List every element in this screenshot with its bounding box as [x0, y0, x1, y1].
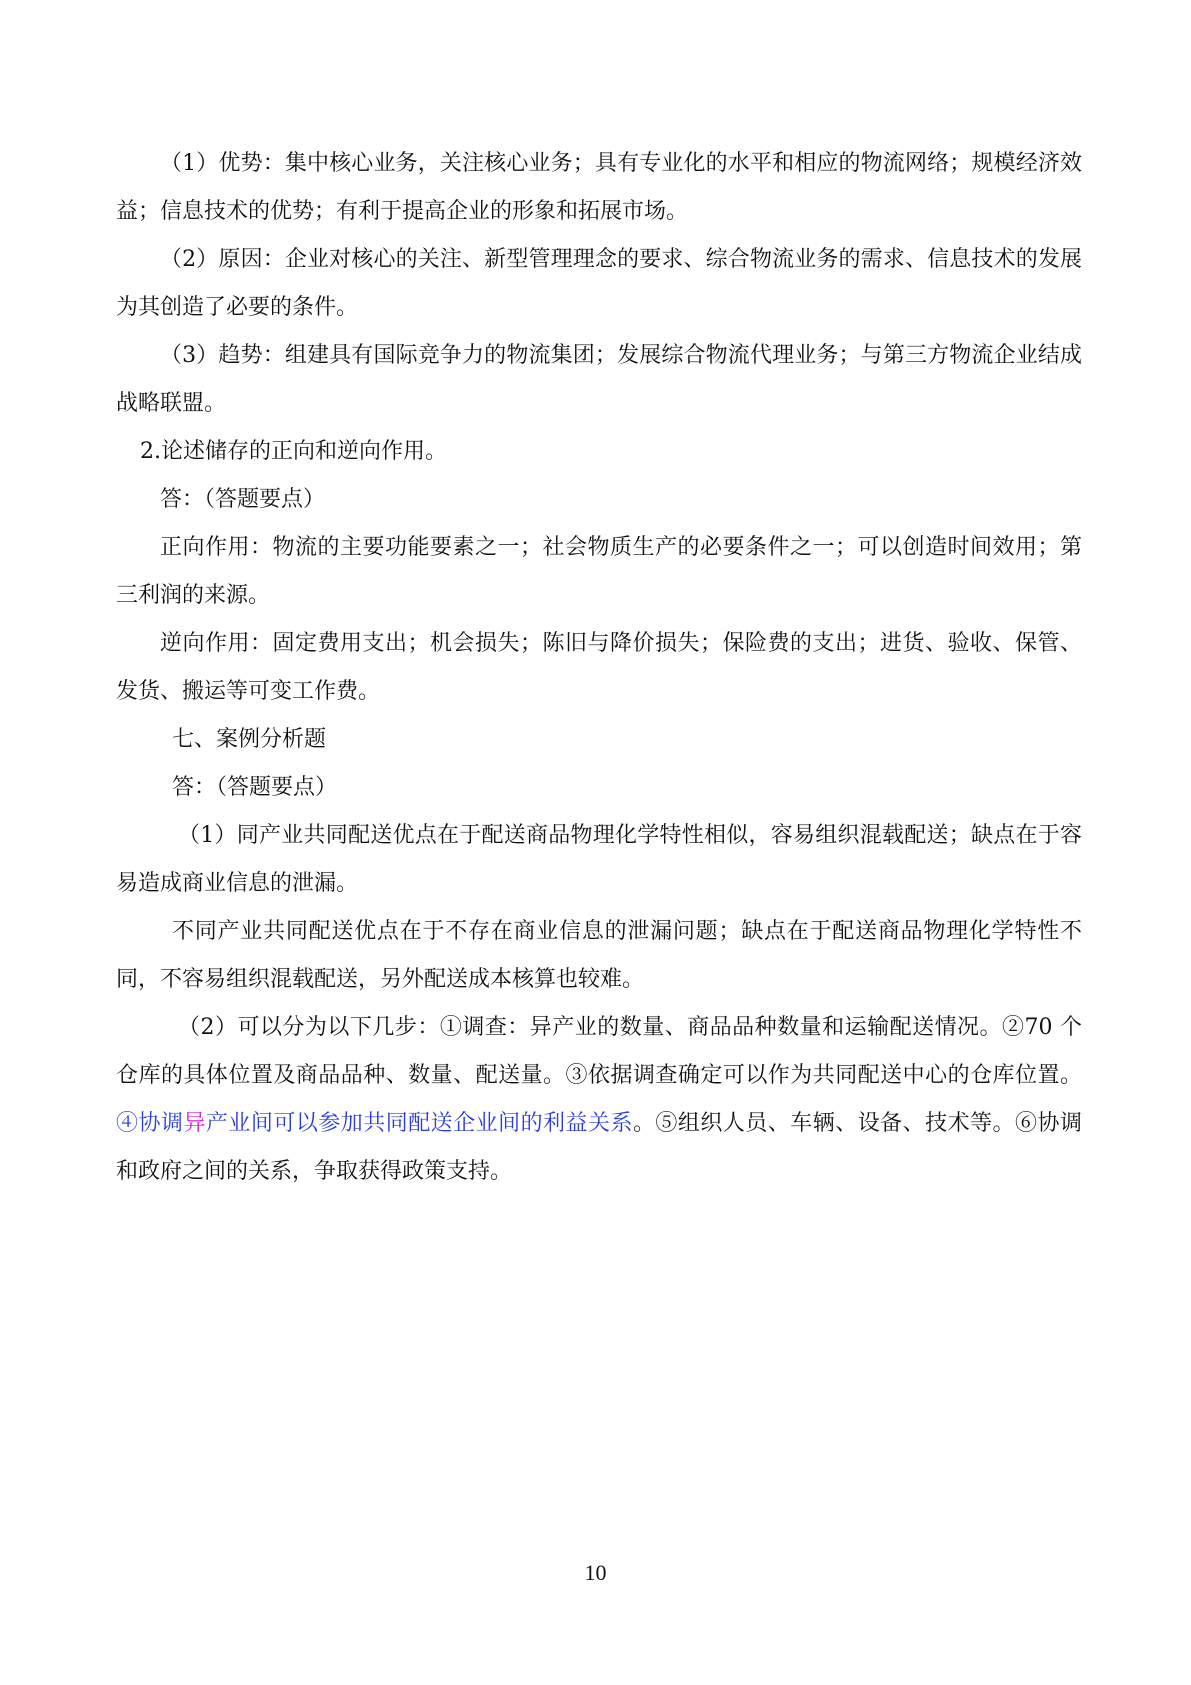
steps-paragraph — [116, 1004, 1082, 1196]
highlight-step-4-suffix: 产业间可以参加共同配送企业间的利益关系 — [205, 1111, 633, 1136]
different-industry-paragraph: 不同产业共同配送优点在于不存在商业信息的泄漏问题；缺点在于配送商品物理化学特性不同，不容易组织混载配送，另外配送成本核算也较难。 — [116, 919, 1082, 992]
same-industry-paragraph: （1）同产业共同配送优点在于配送商品物理化学特性相似，容易组织混载配送；缺点在于容易造成商业信息的泄漏。 — [116, 823, 1082, 896]
highlight-step-4-keyword: 异 — [183, 1111, 206, 1136]
page-body — [116, 140, 1082, 1196]
steps-text-part-3: 。⑤组织人员、车辆、设备、技术等。⑥协调和政府之间的关系，争取获得政策支持。 — [116, 1111, 1082, 1184]
steps-text-part-1: （2）可以分为以下几步：①调查：异产业的数量、商品品种数量和运输配送情况。②70 个仓库的具体位置及商品品种、数量、配送量。③依据调查确定可以作为共同配送中心的仓库位置。 — [116, 1015, 1082, 1088]
section-seven-heading: 七、案例分析题 — [172, 727, 327, 752]
trends-paragraph: （3）趋势：组建具有国际竞争力的物流集团；发展综合物流代理业务；与第三方物流企业结成战略联盟。 — [116, 343, 1082, 416]
answer-label: 答：（答题要点） — [160, 487, 326, 512]
page-number: 10 — [584, 1560, 607, 1585]
advantages-paragraph: （1）优势：集中核心业务，关注核心业务；具有专业化的水平和相应的物流网络；规模经济效益；信息技术的优势；有利于提高企业的形象和拓展市场。 — [116, 151, 1082, 224]
reverse-role-paragraph: 逆向作用：固定费用支出；机会损失；陈旧与降价损失；保险费的支出；进货、验收、保管、发货、搬运等可变工作费。 — [116, 631, 1082, 704]
case-answer-label: 答：（答题要点） — [172, 775, 338, 800]
question-2-heading: 2.论述储存的正向和逆向作用。 — [140, 439, 447, 464]
highlight-step-4-prefix: ④协调 — [116, 1111, 184, 1136]
reasons-paragraph: （2）原因：企业对核心的关注、新型管理理念的要求、综合物流业务的需求、信息技术的发展为其创造了必要的条件。 — [116, 247, 1082, 320]
forward-role-paragraph: 正向作用：物流的主要功能要素之一；社会物质生产的必要条件之一；可以创造时间效用；第三利润的来源。 — [116, 535, 1082, 608]
